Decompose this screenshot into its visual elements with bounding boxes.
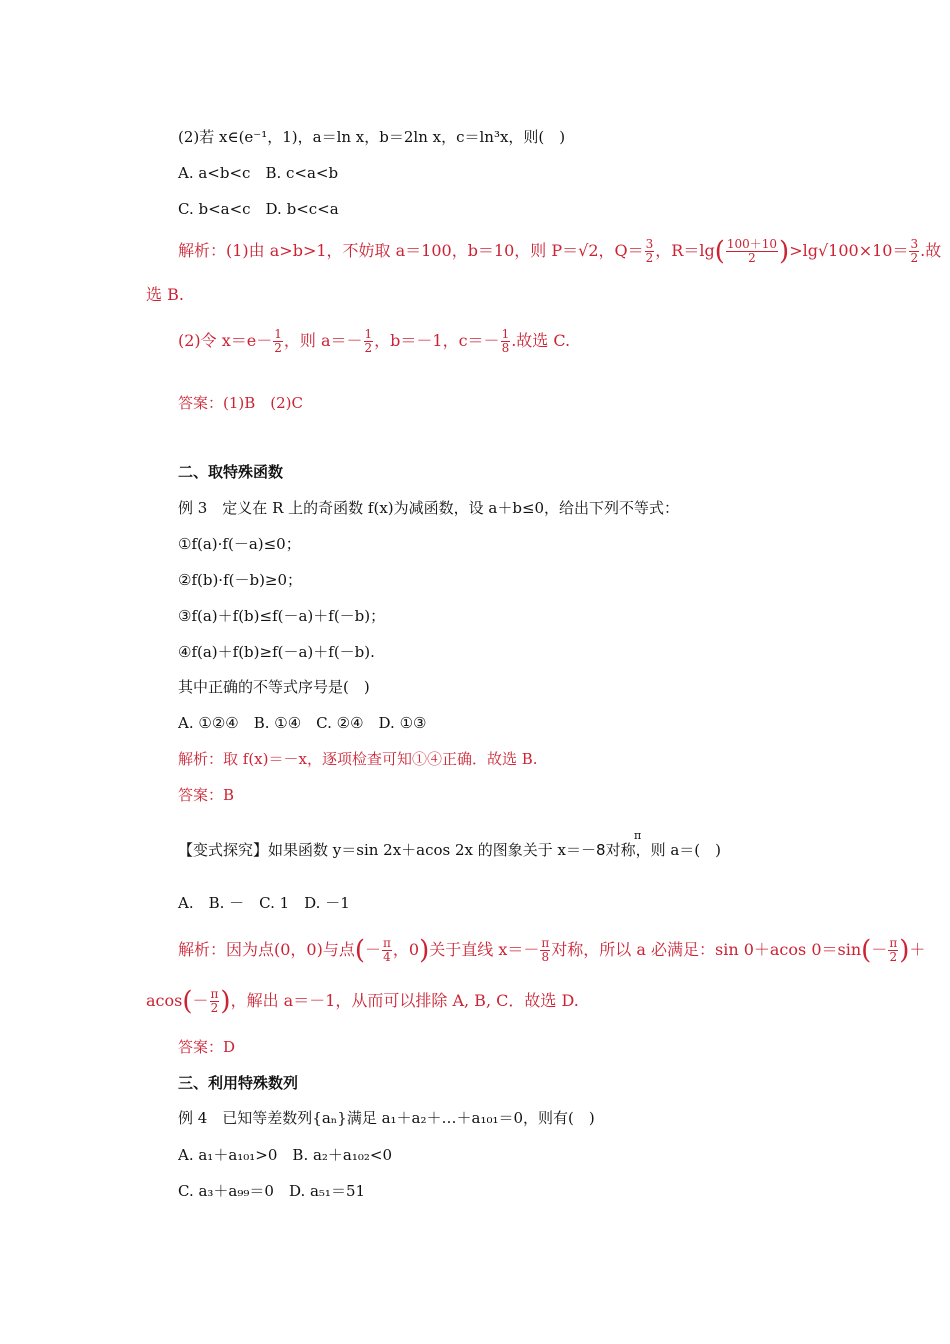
denominator: 8 — [541, 950, 550, 964]
solution-text: ＋ — [909, 940, 926, 959]
solution-line: 解析：因为点(0，0)与点(－ $\frac{\pi}{4}$ ，0)关于直线 x＝－ $\frac{\pi}{8}$ 对称，所以 a 必满足：sin 0＋acos 0＝sin(－ $\frac{\pi}{2}$ )＋ — [178, 935, 926, 966]
solution-text: 解析：因为点(0，0)与点 — [178, 940, 355, 959]
solution-text: .故选 C. — [511, 331, 571, 350]
inequality-item: ②f(b)·f(－b)≥0； — [178, 571, 303, 589]
fraction — [273, 328, 283, 355]
fraction — [382, 937, 392, 964]
denominator: 2 — [645, 251, 654, 265]
solution-text: ，R＝lg — [655, 241, 715, 260]
numerator: 100＋10 — [726, 237, 778, 251]
fraction — [364, 328, 374, 355]
question-options: A. B. － C. 1 D. －1 — [178, 894, 350, 912]
numerator: 1 — [364, 327, 373, 341]
solution-line: acos(－ $\frac{\pi}{2}$ )，解出 a＝－1，从而可以排除 A, B, C．故选 D. — [146, 986, 579, 1017]
solution-line: 选 B. — [146, 285, 184, 304]
question-options: C. b<a<c D. b<c<a — [178, 200, 339, 218]
question-options: A. a<b<c B. c<a<b — [178, 164, 339, 182]
numerator: π — [541, 936, 550, 950]
answer-line: 答案：D — [178, 1038, 236, 1056]
numerator: π — [383, 936, 391, 950]
question-stem: (2)若 x∈(e⁻¹，1)，a＝ln x，b＝2ln x，c＝ln³x，则( ) — [178, 128, 566, 146]
numerator: 1 — [274, 327, 282, 341]
example-stem: 例 4 已知等差数列{aₙ}满足 a₁＋a₂＋…＋a₁₀₁＝0，则有( ) — [178, 1109, 595, 1127]
denominator: 2 — [210, 1001, 219, 1015]
inequality-item: ④f(a)＋f(b)≥f(－a)＋f(－b). — [178, 643, 375, 661]
denominator: 2 — [748, 251, 756, 265]
solution-text: acos — [146, 991, 183, 1010]
solution-text: (2)令 x＝e－ — [178, 331, 273, 350]
solution-text: ，b＝－1，c＝－ — [374, 331, 500, 350]
denominator: 8 — [501, 341, 510, 355]
numerator: π — [889, 936, 898, 950]
answer-line: 答案：B — [178, 786, 235, 804]
numerator: 3 — [910, 237, 919, 251]
inequality-item: ①f(a)·f(－a)≤0； — [178, 535, 301, 553]
denominator: 2 — [889, 950, 898, 964]
solution-text: 对称，所以 a 必满足：sin 0＋acos 0＝sin — [551, 940, 862, 959]
fraction — [540, 937, 550, 964]
fraction — [888, 937, 898, 964]
section-heading: 三、利用特殊数列 — [178, 1074, 299, 1092]
section-heading: 二、取特殊函数 — [178, 463, 284, 481]
solution-text: ，则 a＝－ — [283, 331, 363, 350]
numerator: 3 — [645, 237, 654, 251]
variant-text: 对称，则 a＝( ) — [605, 841, 721, 859]
fraction — [909, 238, 919, 265]
question-prompt: 其中正确的不等式序号是( ) — [178, 678, 370, 696]
solution-text: .故 — [920, 241, 942, 260]
example-stem: 例 3 定义在 R 上的奇函数 f(x)为减函数，设 a＋b≤0，给出下列不等式： — [178, 499, 680, 517]
denominator: 4 — [383, 950, 391, 964]
denominator: 2 — [910, 251, 919, 265]
solution-line: 解析：取 f(x)＝－x，逐项检查可知①④正确．故选 B. — [178, 750, 538, 768]
question-options: C. a₃＋a₉₉＝0 D. a₅₁＝51 — [178, 1182, 366, 1200]
fraction — [501, 328, 511, 355]
solution-text: 关于直线 x＝－ — [429, 940, 540, 959]
denominator: 2 — [274, 341, 282, 355]
inequality-item: ③f(a)＋f(b)≤f(－a)＋f(－b)； — [178, 607, 386, 625]
pi-symbol: π — [634, 829, 642, 842]
fraction — [210, 988, 220, 1015]
question-options: A. ①②④ B. ①④ C. ②④ D. ①③ — [178, 714, 427, 732]
fraction — [645, 238, 655, 265]
variant-stem — [178, 840, 721, 860]
numerator: 1 — [501, 327, 510, 341]
solution-line: 解析：(1)由 a>b>1，不妨取 a＝100，b＝10，则 P＝√2，Q＝ $\frac{3}{2}$ ，R＝lg( $\frac{100+10}{2}$ )>lg√100×10＝ $\frac{3}{2}$ .故 — [178, 236, 942, 267]
denominator: 8 — [596, 841, 606, 859]
answer-line: 答案：(1)B (2)C — [178, 394, 303, 412]
solution-line — [178, 328, 570, 355]
numerator: π — [210, 987, 219, 1001]
solution-text: ，解出 a＝－1，从而可以排除 A, B, C．故选 D. — [230, 991, 579, 1010]
question-options: A. a₁＋a₁₀₁>0 B. a₂＋a₁₀₂<0 — [178, 1146, 393, 1164]
denominator: 2 — [364, 341, 373, 355]
fraction — [726, 238, 778, 265]
solution-text: 解析：(1)由 a>b>1，不妨取 a＝100，b＝10，则 P＝√2，Q＝ — [178, 241, 644, 260]
solution-text: >lg√100×10＝ — [789, 241, 909, 260]
variant-text: 【变式探究】如果函数 y＝sin 2x＋acos 2x 的图象关于 x＝－ — [178, 841, 597, 859]
